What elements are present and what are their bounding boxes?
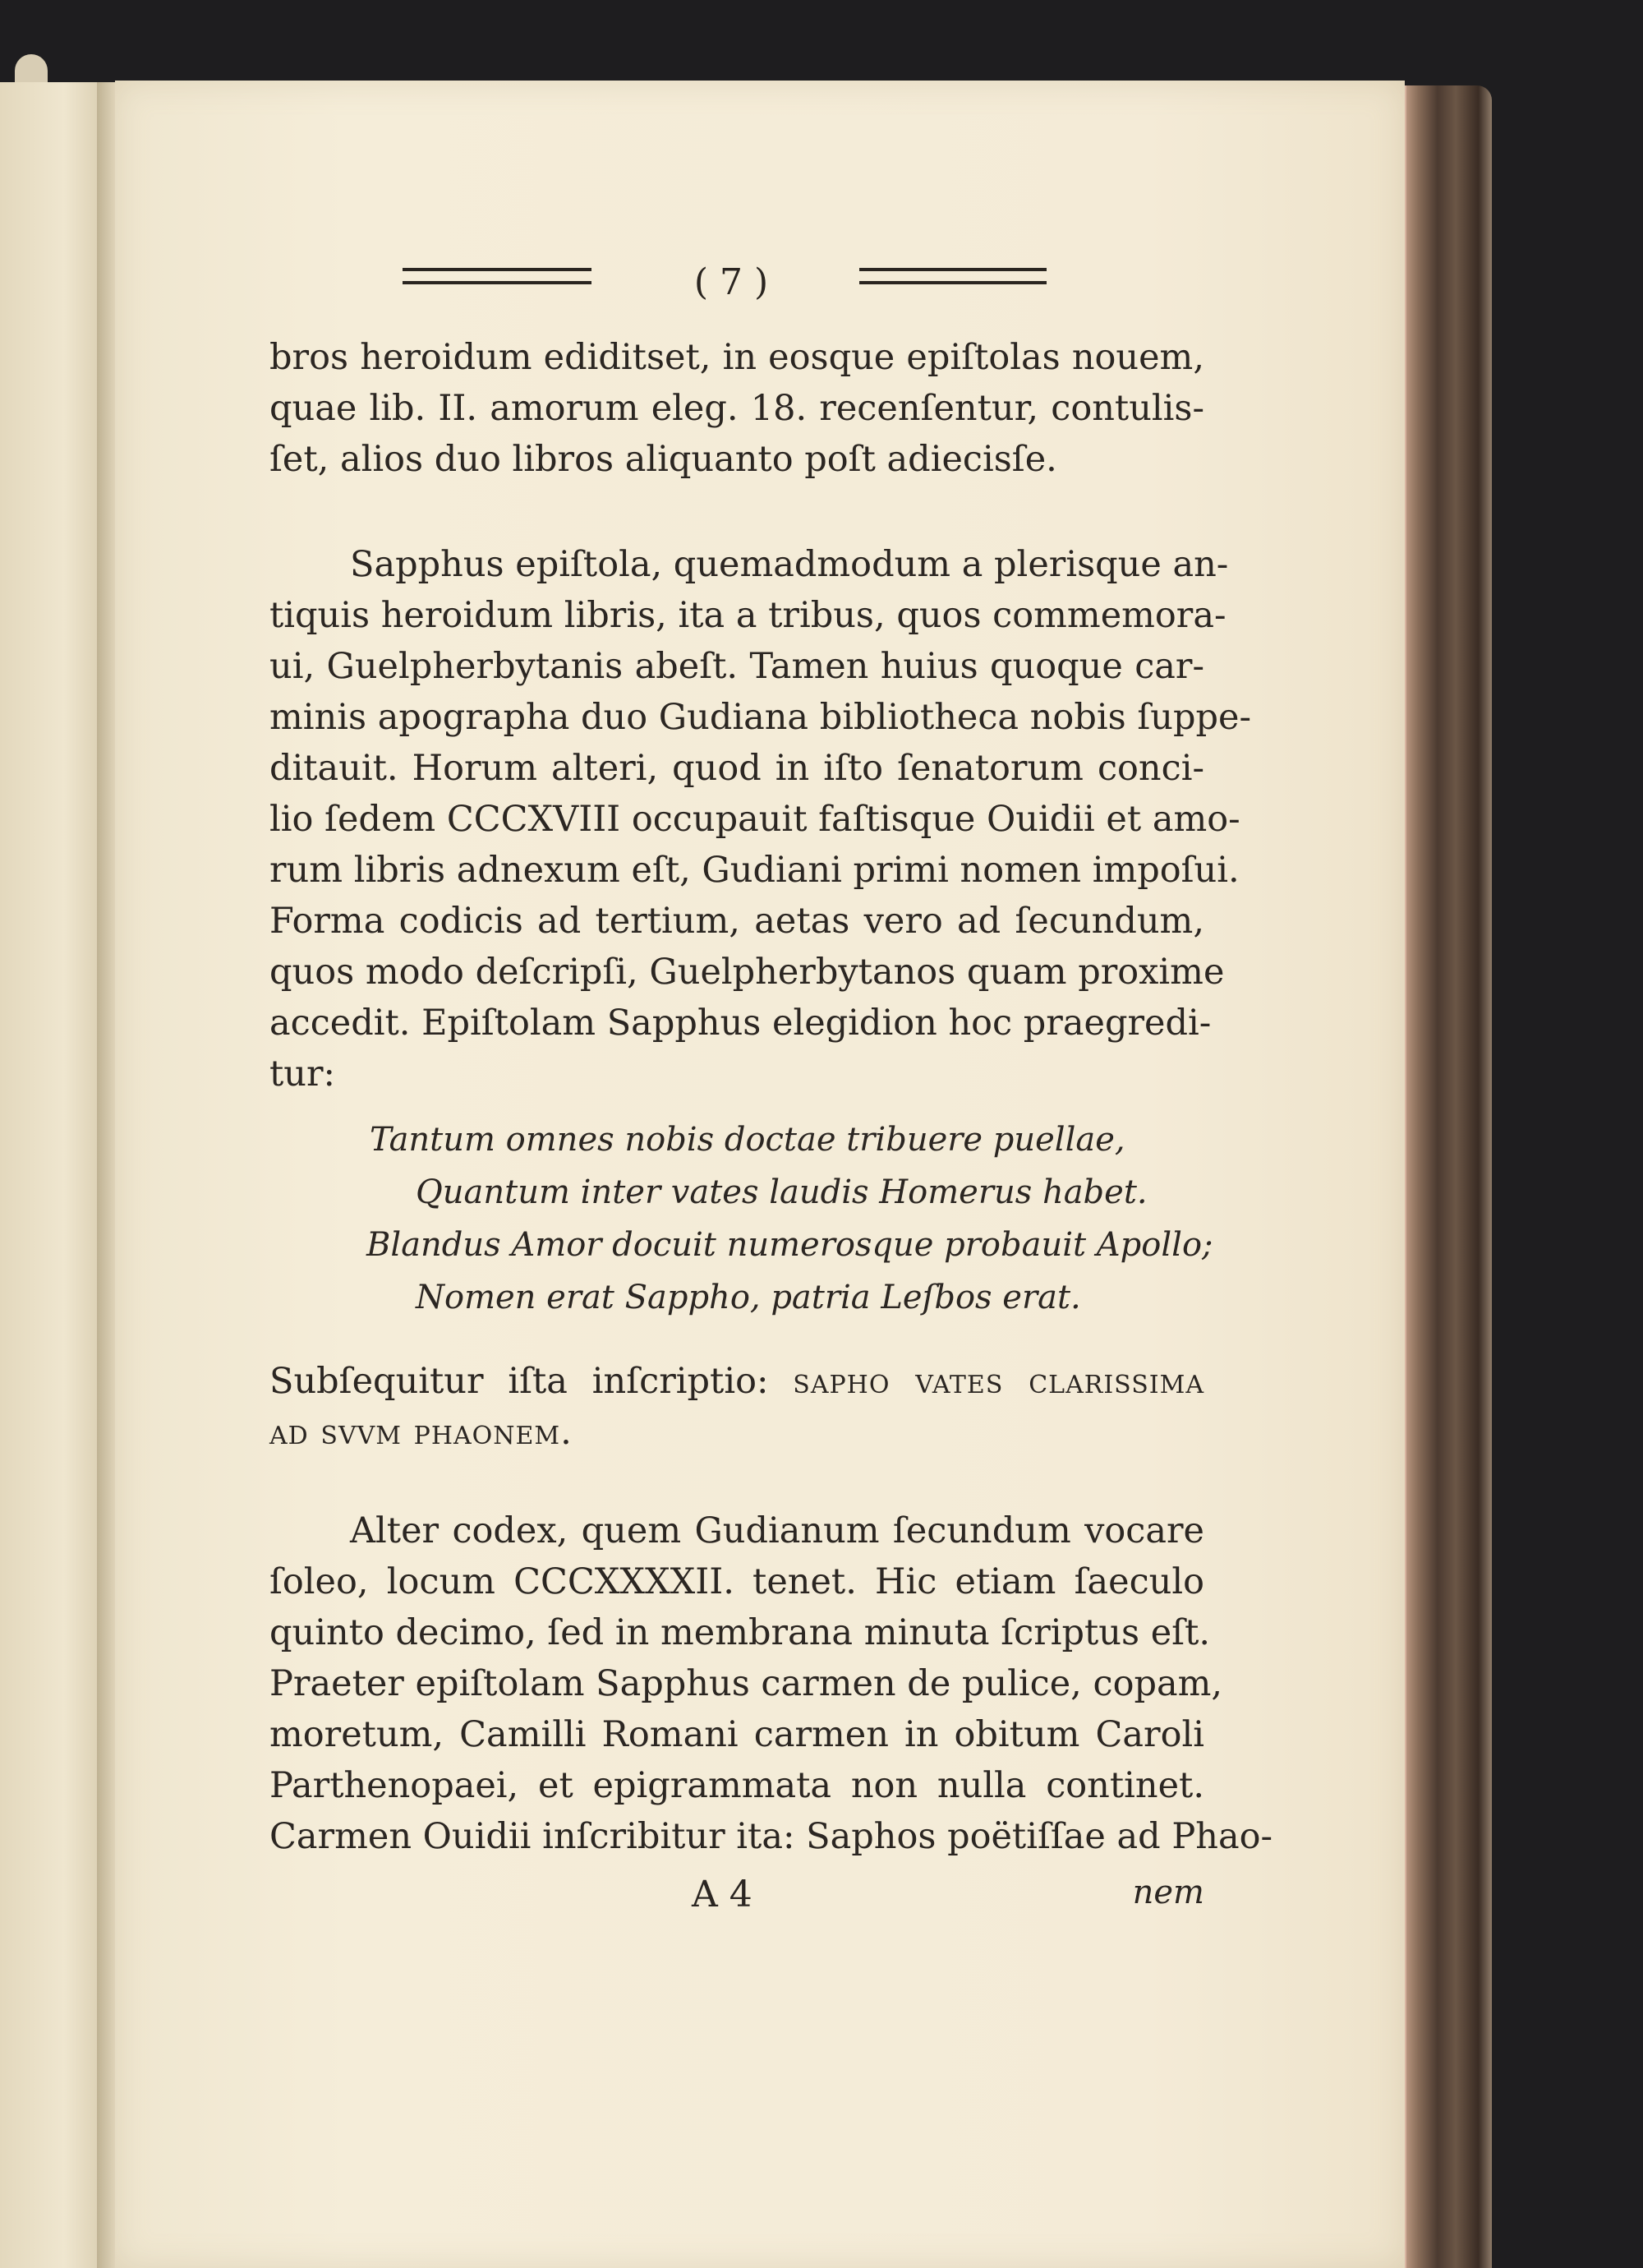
text-line: bros heroidum ediditset, in eosque epiſtolas nouem, (269, 337, 1204, 378)
text-line: Alter codex, quem Gudianum ſecundum vocare (350, 1510, 1204, 1551)
text-line: ſoleo, locum CCCXXXXII. tenet. Hic etiam ſaeculo (269, 1561, 1204, 1602)
page-number: ( 7 ) (693, 261, 769, 303)
verse-line-4: Nomen erat Sappho, patria Leſbos erat. (416, 1279, 1081, 1316)
text-line: Carmen Ouidii inſcribitur ita: Saphos poëtiſſae ad Phao- (269, 1816, 1273, 1857)
text-line: accedit. Epiſtolam Sapphus elegidion hoc praegredi- (269, 1003, 1212, 1044)
paragraph-1 (269, 332, 1204, 485)
paragraph-2 (269, 539, 1251, 1099)
text-line: quinto decimo, ſed in membrana minuta ſcriptus eſt. (269, 1612, 1211, 1653)
text-line: Praeter epiſtolam Sapphus carmen de pulice, copam, (269, 1663, 1223, 1704)
inscription-line-1 (269, 1356, 1204, 1407)
paragraph-3 (269, 1505, 1273, 1862)
text-line: quos modo deſcripſi, Guelpherbytanos quam proxime (269, 952, 1225, 993)
text-line: tur: (269, 1053, 336, 1095)
header-rule-left (403, 268, 591, 284)
text-line: ditauit. Horum alteri, quod in iſto ſenatorum conci- (269, 748, 1204, 789)
text-line: ſet, alios duo libros aliquanto poſt adiecisſe. (269, 439, 1057, 480)
text-line: Forma codicis ad tertium, aetas vero ad ſecundum, (269, 901, 1204, 942)
text-line: minis apographa duo Gudiana bibliotheca nobis ſuppe- (269, 697, 1251, 738)
header-rule-right (859, 268, 1047, 284)
book-spine (1401, 85, 1492, 2268)
verse-line-2: Quantum inter vates laudis Homerus habet. (416, 1173, 1148, 1211)
left-page-edge (0, 82, 108, 2268)
signature-mark: A 4 (692, 1874, 752, 1915)
verse-line-3: Blandus Amor docuit numerosque probauit Apollo; (366, 1226, 1213, 1264)
text-line: Sapphus epiſtola, quemadmodum a plerisque an- (350, 544, 1229, 585)
text-line: rum libris adnexum eſt, Gudiani primi nomen impoſui. (269, 850, 1240, 891)
text-line: quae lib. II. amorum eleg. 18. recenſentur, contulis- (269, 388, 1204, 429)
inscription-line-2: ad svvm phaonem. (269, 1412, 573, 1453)
inscription (269, 1356, 1204, 1458)
text-line: Parthenopaei, et epigrammata non nulla continet. (269, 1765, 1204, 1806)
text-line: lio ſedem CCCXVIII occupauit faſtisque Ouidii et amo- (269, 799, 1240, 840)
text-line: moretum, Camilli Romani carmen in obitum Caroli (269, 1714, 1204, 1755)
inscription-title: sapho vates clarissima (793, 1361, 1204, 1402)
text-line: tiquis heroidum libris, ita a tribus, quos commemora- (269, 595, 1226, 636)
catchword: nem (1132, 1874, 1204, 1911)
inscription-prefix: Subſequitur iſta inſcriptio: (269, 1361, 769, 1402)
text-line: ui, Guelpherbytanis abeſt. Tamen huius quoque car- (269, 646, 1204, 687)
verse-line-1: Tantum omnes nobis doctae tribuere puellae, (370, 1121, 1125, 1159)
